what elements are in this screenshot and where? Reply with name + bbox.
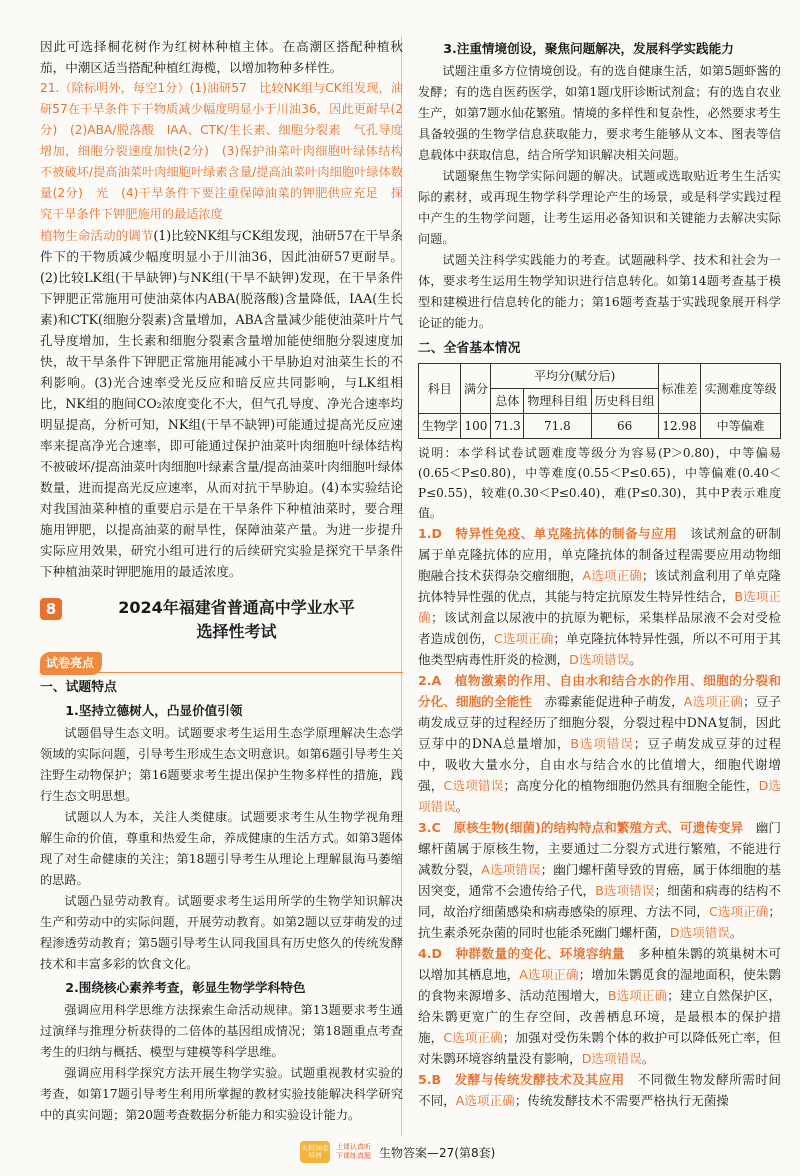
th-hist: 历史科目组 [591,389,658,414]
td-phys: 71.8 [524,414,591,439]
sub1-title: 1.坚持立德树人，凸显价值引领 [65,703,243,718]
td-total: 71.3 [491,414,524,439]
q3-answer: 3.C 原核生物(细菌)的结构特点和繁殖方式、可遗传变异 幽门螺杆菌属于原核生物，主要通过二分裂方式进行繁殖，不能进行减数分裂，A选项错误；幽门螺杆菌导致的胃癌，属于体细胞的基因突变，通常不会遗传给子代，B选项错误；细菌和病毒的结构不同，故治疗细菌感染和病毒感染的原理、方法不同，C选项正确；抗生素杀死杂菌的同时也能杀死幽门螺杆菌，D选项错误。 [418,820,782,940]
exam-title [40,596,403,644]
right-column [418,36,781,1111]
q2-head: 2.A 植物激素的作用、自由水和结合水的作用、细胞的分裂和分化、细胞的全能性 [418,673,781,709]
q5-answer: 5.B 发酵与传统发酵技术及其应用 不同微生物发酵所需时间不同，A选项正确；传统发酵技术不需要严格执行无菌操 [418,1072,782,1108]
q21-topic: 植物生命活动的调节 [40,228,154,243]
exam-title-line1: 2024年福建省普通高中学业水平 [118,598,355,617]
section1-title: 一、试题特点 [40,680,117,695]
q4-answer: 4.D 种群数量的变化、环境容纳量 多种植朱鹮的筑巢树木可以增加其栖息地，A选项正确；增加朱鹮觅食的湿地面积，使朱鹮的食物来源增多、活动范围增大，B选项正确；建立自然保护区，给朱鹮更宽广的生存空间，改善栖息环境，是最根本的保护措施，C选项正确；加强对受伤朱鹮个体的救护可以降低死亡率，但对朱鹮环境容纳量没有影响，D选项错误。 [418,946,782,1066]
sub2-p1: 强调应用科学思维方法探索生命活动规律。第13题要求考生通过演绎与推理分析获得的二倍体的基因组成情况；第18题重点考查考生的归纳与概括、模型与建模等科学思维。 [40,1003,403,1059]
th-subject: 科目 [419,364,461,414]
sub1-p3: 试题凸显劳动教育。试题要求考生运用所学的生物学知识解决生产和劳动中的实际问题，开展劳动教育。如第2题以豆芽萌发的过程渗透劳动教育；第5题引导考生认同我国具有历史悠久的传统发酵技术和丰富多彩的饮食文化。 [40,894,403,971]
th-avg: 平均分(赋分后) [491,364,658,389]
left-column [40,36,403,1126]
table-note: 说明：本学科试卷试题难度等级分为容易(P＞0.80)，中等偏易(0.65＜P≤0.80)，中等难度(0.55＜P≤0.65)，中等偏难(0.40＜P≤0.55)，较难(0.30＜P≤0.40)，难(P≤0.30)，其中P表示难度值。 [418,446,781,520]
brand-slogan: 上课认真听 下课练真题 [336,1143,371,1160]
sub3-p1: 试题注重多方位情境创设。有的选自健康生活，如第5题虾酱的发酵；有的选自医药医学，如第1题戊肝诊断试剂盒；有的选自农业生产，如第7题水仙花繁殖。情境的多样性和复杂性，必然要求考生具备较强的生物学信息获取能力，要求考生能够从文本、图表等信息载体中获取信息，结合所学知识解决相关问题。 [418,64,781,162]
q21-explanation [40,225,403,582]
td-full: 100 [461,414,491,439]
intro-text: 因此可选择桐花树作为红树林种植主体。在高潮区搭配种植秋茄，中潮区适当搭配种植红海榄，以增加物种多样性。 [40,39,403,75]
q4-head: 4.D 种群数量的变化、环境容纳量 [418,946,625,961]
th-std: 标准差 [658,364,700,414]
sub3-title: 3.注重情境创设，聚焦问题解决，发展科学实践能力 [443,41,734,56]
sub1-p2: 试题以人为本，关注人类健康。试题要求考生从生物学视角理解生命的价值，尊重和热爱生命，养成健康的生活方式。如第3题体现了对生命健康的关注；第18题引导考生从理论上理解鼠海马萎缩的思路。 [40,810,403,887]
sub1-p1: 试题倡导生态文明。试题要求考生运用生态学原理解决生态学领域的实际问题，引导考生形成生态文明意识。如第6题引导考生关注野生动物保护；第16题要求考生提出保护生物多样性的措施，践行生态文明思想。 [40,726,403,803]
sub2-title: 2.围绕核心素养考查，彰显生物学学科特色 [65,980,306,995]
stats-table [418,363,781,439]
th-phys: 物理科目组 [524,389,591,414]
highlight-tag: 试卷亮点 [40,652,102,675]
page-number: 生物答案—27(第8套) [379,1145,496,1160]
sub3-p2: 试题聚焦生物学实际问题的解决。试题或选取贴近考生生活实际的素材，或再现生物学科学理论产生的场景，或是科学实践过程中产生的生物学问题，让考生运用必备知识和关键能力去解决实际问题。 [418,169,781,246]
q3-head: 3.C 原核生物(细菌)的结构特点和繁殖方式、可遗传变异 [418,820,744,835]
th-full: 满分 [461,364,491,414]
q2-answer: 2.A 植物激素的作用、自由水和结合水的作用、细胞的分裂和分化、细胞的全能性 赤霉素能促进种子萌发，A选项正确；豆子萌发成豆芽的过程经历了细胞分裂，分裂过程中DNA复制，因此豆芽中的DNA总量增加，B选项错误；豆子萌发成豆芽的过程中，吸收大量水分，自由水与结合水的比值增大，细胞代谢增强，C选项错误；高度分化的植物细胞仍然具有细胞全能性，D选项错误。 [418,673,782,814]
td-std: 12.98 [658,414,700,439]
td-diff: 中等偏难 [701,414,781,439]
q1-answer: 1.D 特异性免疫、单克隆抗体的制备与应用 该试剂盒的研制属于单克隆抗体的应用，单克隆抗体的制备过程需要应用动物细胞融合技术获得杂交瘤细胞，A选项正确；该试剂盒利用了单克隆抗体特异性强的优点，其能与特定抗原发生特异性结合，B选项正确；该试剂盒以尿液中的抗原为靶标，采集样品尿液不会对受检者造成创伤，C选项正确；单克隆抗体特异性强，所以不可用于其他类型病毒性肝炎的检测，D选项错误。 [418,526,782,667]
section2-title: 二、全省基本情况 [418,341,521,356]
sub2-p2: 强调应用科学探究方法开展生物学实验。试题重视教材实验的考查，如第17题引导考生利用所掌握的教材实验技能解决科学研究中的真实问题；第20题考查数据分析能力和实验设计能力。 [40,1066,403,1122]
sub3-p3: 试题关注科学实践能力的考查。试题融科学、技术和社会为一体，要求考生运用生物学知识进行信息转化。如第14题考查基于模型和建模进行信息转化的能力；第16题考查基于实践现象展开科学论证的能力。 [418,253,781,330]
th-total: 总体 [491,389,524,414]
th-diff: 实测难度等级 [701,364,781,414]
td-hist: 66 [591,414,658,439]
q21-explanation-text: (1)比较NK组与CK组发现，油研57在干旱条件下的干物质减少幅度明显小于川油36，因此油研57更耐旱。(2)比较LK组(干旱缺钾)与NK组(干旱不缺钾)发现，在干旱条件下钾肥正常施用可使油菜体内ABA(脱落酸)含量降低，IAA(生长素)和CTK(细胞分裂素)含量增加，ABA含量减少能使油菜叶片气孔导度增加，生长素和细胞分裂素含量增加能使细胞分裂速度加快，故干旱条件下钾肥正常施用能减小干旱胁迫对油菜生长的不利影响。(3)光合速率受光反应和暗反应共同影响，与LK组相比，NK组的胞间CO₂浓度变化不大，但气孔导度、净光合速率均明显提高，分析可知，NK组(干旱不缺钾)可能通过提高光反应速率来提高净光合速率，即可能通过保护油菜叶肉细胞叶绿体结构不被破坏/提高油菜叶肉细胞叶绿素含量/提高油菜叶肉细胞叶绿体数量，进而提高光反应速率，从而对抗干旱胁迫。(4)本实验结论对我国油菜种植的重要启示是在干旱条件下种植油菜时，要合理施用钾肥，以提高油菜的耐旱性，保障油菜产量。为进一步提升实际应用效果，研究小组可进行的后续研究实验是探究干旱条件下种植油菜时钾肥施用的最适浓度。 [40,228,403,579]
brand-logo: 天利38套 原创 [300,1141,330,1163]
td-subject: 生物学 [419,414,461,439]
highlight-tag-row [40,652,403,673]
page-footer [300,1141,495,1163]
q1-head: 1.D 特异性免疫、单克隆抗体的制备与应用 [418,526,678,541]
exam-number-badge: 8 [40,598,62,620]
q21-answer: 21.（除标明外，每空1分）(1)油研57 比较NK组与CK组发现，油研57在干旱条件下干物质减少幅度明显小于川油36，因此更耐旱(2分) (2)ABA/脱落酸 IAA、CTK/生长素、细胞分裂素 气孔导度增加，细胞分裂速度加快(2分) (3)保护油菜叶肉细胞叶绿体结构不被破坏/提高油菜叶肉细胞叶绿素含量/提高油菜叶肉细胞叶绿体数量(2分) 光 (4)干旱条件下要注重保障油菜的钾肥供应充足 探究干旱条件下钾肥施用的最适浓度 [40,81,403,221]
exam-title-line2: 选择性考试 [196,622,277,641]
q5-head: 5.B 发酵与传统发酵技术及其应用 [418,1072,625,1087]
